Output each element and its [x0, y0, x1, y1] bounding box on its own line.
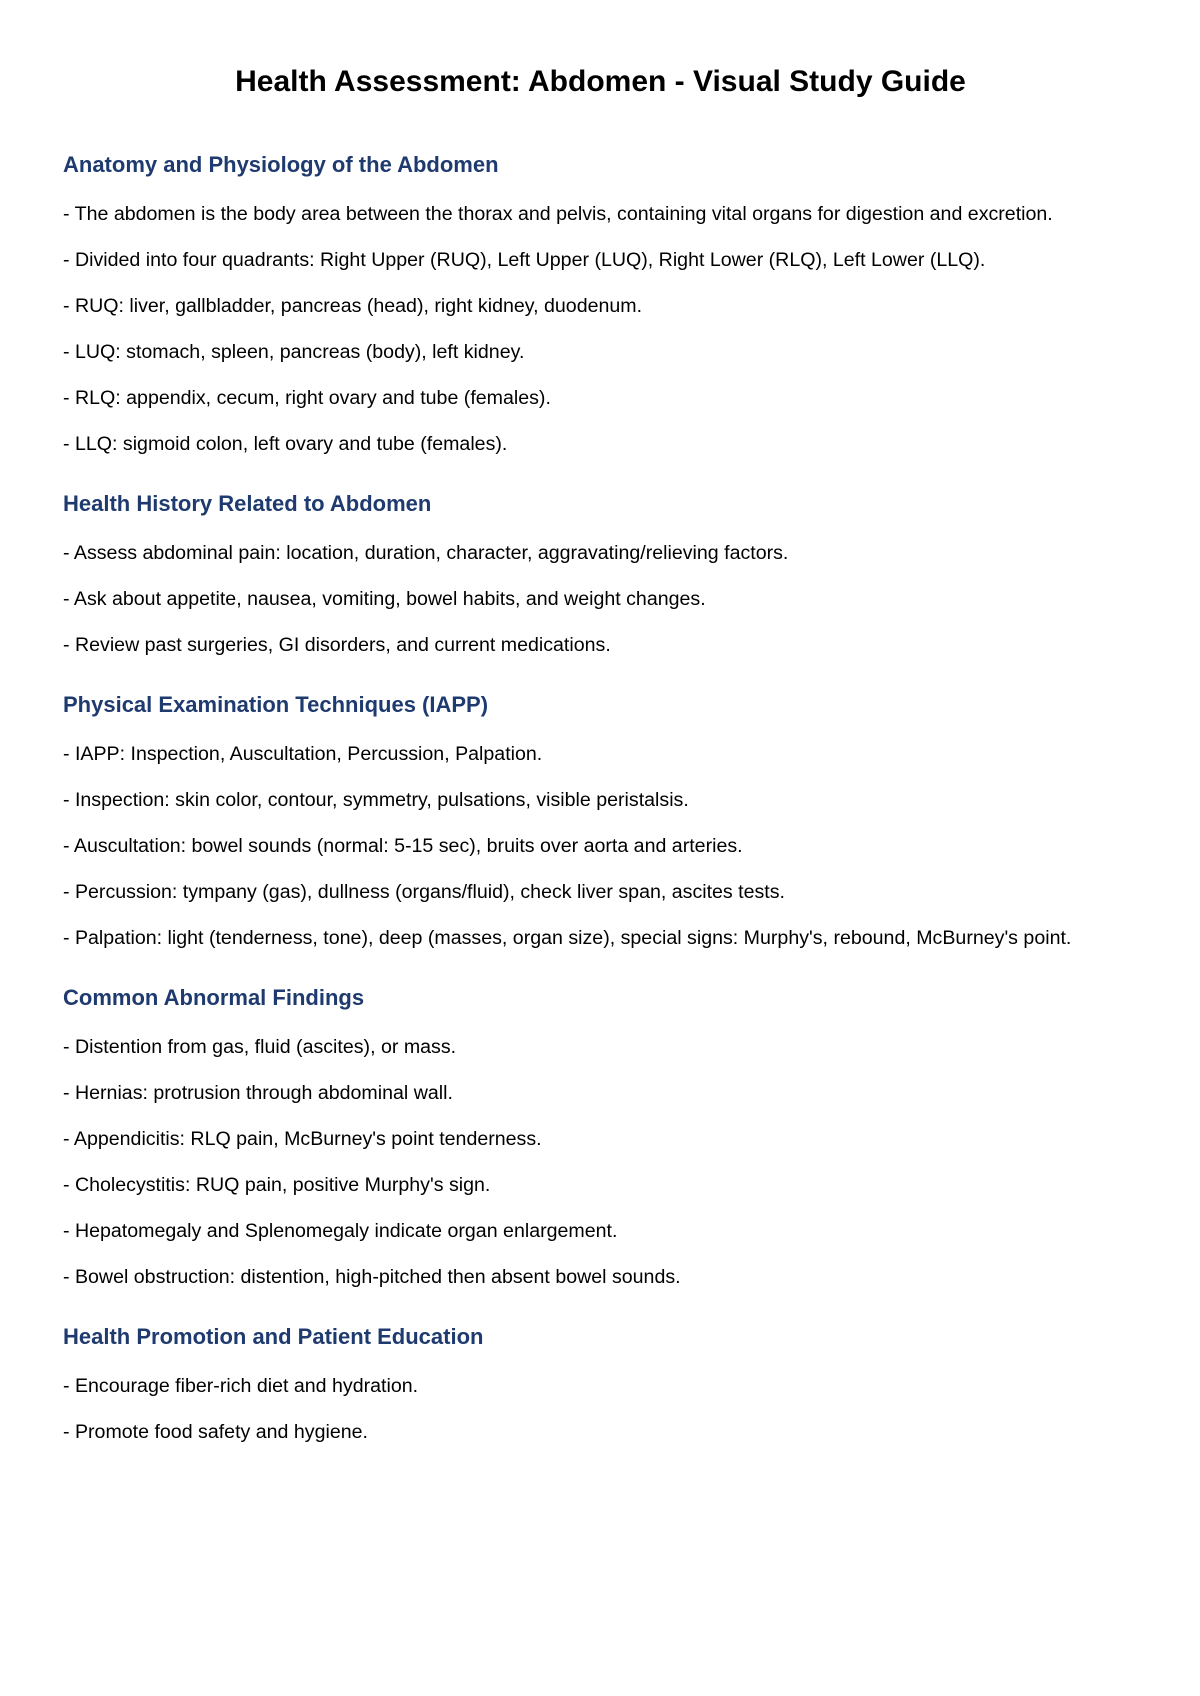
list-item: - Auscultation: bowel sounds (normal: 5-15 sec), bruits over aorta and arteries.	[63, 835, 743, 857]
list-item: - Distention from gas, fluid (ascites), or mass.	[63, 1036, 457, 1058]
list-item: - RUQ: liver, gallbladder, pancreas (head), right kidney, duodenum.	[63, 295, 643, 317]
section-health-promotion	[63, 1322, 1138, 1455]
list-item: - The abdomen is the body area between the thorax and pelvis, containing vital organs for digestion and excretion.	[63, 203, 1053, 225]
section-heading: Common Abnormal Findings	[63, 985, 365, 1010]
section-heading: Anatomy and Physiology of the Abdomen	[63, 152, 499, 177]
list-item: - Hepatomegaly and Splenomegaly indicate organ enlargement.	[63, 1220, 618, 1242]
list-item: - Palpation: light (tenderness, tone), deep (masses, organ size), special signs: Murphy's, rebound, McBurney's point.	[63, 927, 1072, 949]
list-item: - Appendicitis: RLQ pain, McBurney's point tenderness.	[63, 1128, 542, 1150]
list-item: - Promote food safety and hygiene.	[63, 1421, 368, 1443]
list-item: - LUQ: stomach, spleen, pancreas (body), left kidney.	[63, 341, 525, 363]
section-physical-examination	[63, 690, 1138, 961]
bullet-list	[63, 1024, 1138, 1300]
list-item: - Inspection: skin color, contour, symmetry, pulsations, visible peristalsis.	[63, 789, 689, 811]
list-item: - Encourage fiber-rich diet and hydration.	[63, 1375, 419, 1397]
list-item: - RLQ: appendix, cecum, right ovary and tube (females).	[63, 387, 551, 409]
bullet-list	[63, 530, 1138, 668]
list-item: - Bowel obstruction: distention, high-pitched then absent bowel sounds.	[63, 1266, 681, 1288]
section-anatomy-physiology	[63, 150, 1138, 467]
list-item: - Percussion: tympany (gas), dullness (organs/fluid), check liver span, ascites tests.	[63, 881, 785, 903]
list-item: - Divided into four quadrants: Right Upper (RUQ), Left Upper (LUQ), Right Lower (RLQ), Left Lower (LLQ).	[63, 249, 986, 271]
section-health-history	[63, 489, 1138, 668]
section-heading: Health History Related to Abdomen	[63, 491, 432, 516]
bullet-list	[63, 731, 1138, 961]
list-item: - LLQ: sigmoid colon, left ovary and tube (females).	[63, 433, 508, 455]
list-item: - Cholecystitis: RUQ pain, positive Murphy's sign.	[63, 1174, 491, 1196]
list-item: - IAPP: Inspection, Auscultation, Percussion, Palpation.	[63, 743, 543, 765]
section-heading: Physical Examination Techniques (IAPP)	[63, 692, 489, 717]
document-title: Health Assessment: Abdomen - Visual Study Guide	[235, 65, 966, 98]
list-item: - Ask about appetite, nausea, vomiting, bowel habits, and weight changes.	[63, 588, 706, 610]
bullet-list	[63, 1363, 1138, 1455]
list-item: - Hernias: protrusion through abdominal wall.	[63, 1082, 453, 1104]
section-heading: Health Promotion and Patient Education	[63, 1324, 484, 1349]
list-item: - Review past surgeries, GI disorders, and current medications.	[63, 634, 611, 656]
section-abnormal-findings	[63, 983, 1138, 1300]
bullet-list	[63, 191, 1138, 467]
list-item: - Assess abdominal pain: location, duration, character, aggravating/relieving factors.	[63, 542, 789, 564]
